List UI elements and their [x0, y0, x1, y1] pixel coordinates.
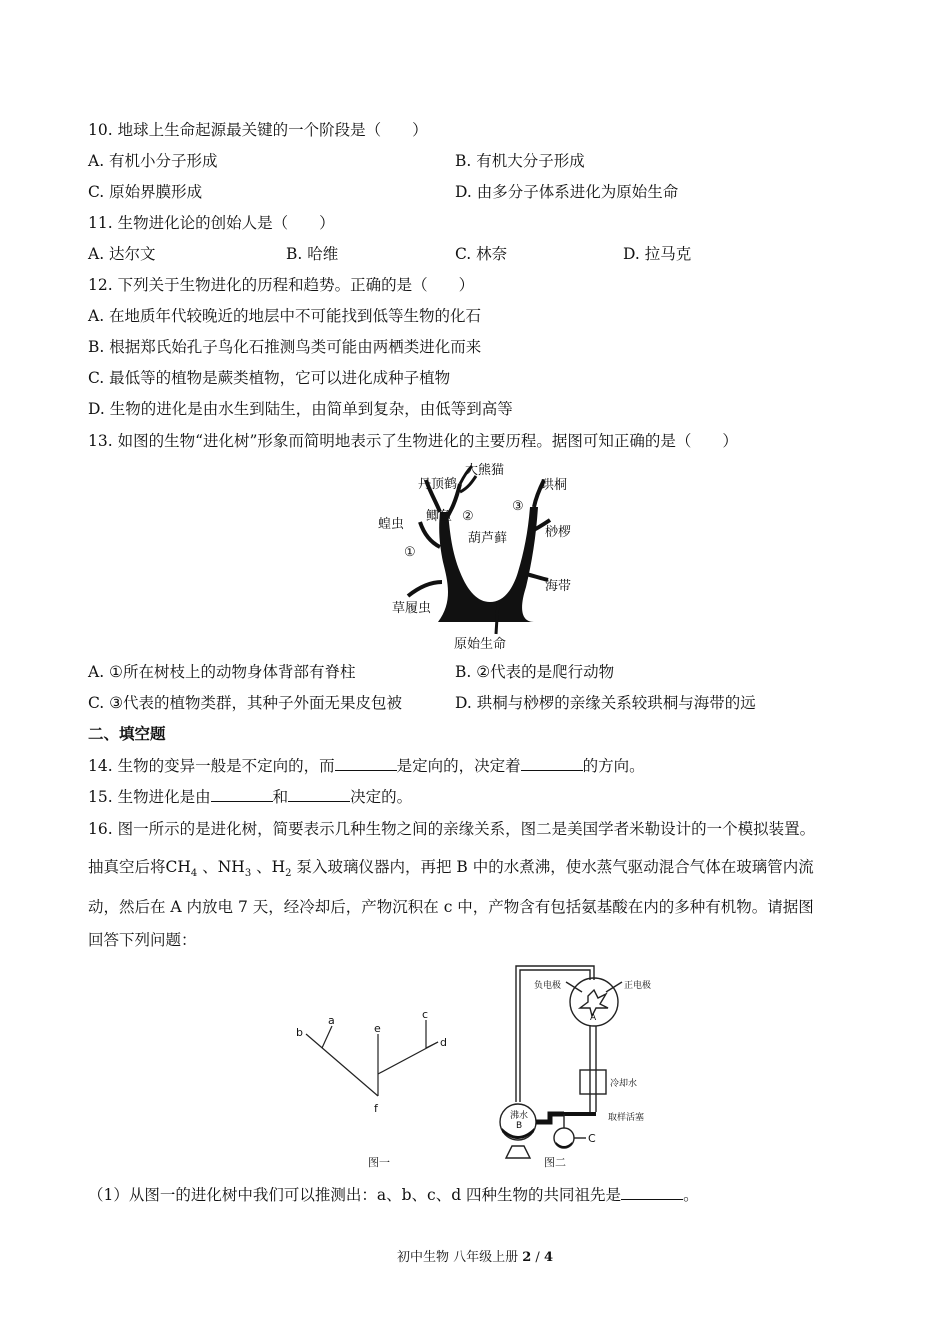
fig1-label-b: b	[296, 1026, 303, 1039]
q10-stem: 10. 地球上生命起源最关键的一个阶段是（ ）	[88, 121, 428, 139]
q10-option-b: B. 有机大分子形成	[455, 152, 585, 170]
label-crucian: 鲫鱼	[426, 509, 453, 524]
q14	[88, 756, 645, 776]
fig1-branch-b	[306, 1034, 378, 1096]
q12-option-a: A. 在地质年代较晚近的地层中不可能找到低等生物的化石	[88, 307, 482, 325]
label-locust: 蝗虫	[378, 517, 405, 532]
fig2-label-cool: 冷却水	[610, 1079, 638, 1089]
fig1-caption: 图一	[368, 1156, 390, 1169]
q15-blank-2[interactable]	[288, 787, 350, 802]
label-n3: ③	[512, 499, 524, 514]
q14-mid: 是定向的，决定着	[396, 757, 521, 775]
fig2-label-trap: 取样活塞	[608, 1113, 645, 1123]
fig1-label-d: d	[440, 1036, 447, 1049]
fig1-label-c: c	[422, 1008, 429, 1021]
q16-line3: 动，然后在 A 内放电 7 天，经冷却后，产物沉积在 c 中，产物含有包括氨基酸在内的多种有机物。请据图	[88, 898, 814, 916]
q16-sep2: 、	[251, 858, 272, 876]
formula-nh3: NH	[217, 858, 245, 876]
q12-option-b: B. 根据郑氏始孔子鸟化石推测鸟类可能由两栖类进化而来	[88, 338, 482, 356]
fig1-label-a: a	[328, 1014, 335, 1027]
label-n1: ①	[404, 545, 416, 560]
q16-line2-pre: 抽真空后将	[88, 858, 166, 876]
formula-ch4-sub: 4	[190, 868, 198, 880]
figure-2-miller-apparatus	[490, 962, 680, 1176]
fig2-tube-bottom	[536, 1114, 564, 1122]
section-title-fill-blank: 二、填空题	[88, 725, 166, 743]
q16-line2	[88, 857, 814, 884]
figure-1	[288, 1006, 458, 1176]
fig2-flask-c	[554, 1128, 574, 1148]
q16-line2-post: 泵入玻璃仪器内，再把 B 中的水煮沸，使水蒸气驱动混合气体在玻璃管内流	[291, 858, 814, 876]
label-paramecium: 草履虫	[392, 601, 432, 616]
evolution-tree-figure	[368, 462, 588, 654]
q16-sub1-blank[interactable]	[621, 1185, 683, 1200]
q10-option-a: A. 有机小分子形成	[88, 152, 218, 170]
tree-trunk	[438, 507, 538, 622]
fig2-label-a: A	[590, 1013, 597, 1023]
q16-sub1-pre: （1）从图一的进化树中我们可以推测出：a、b、c、d 四种生物的共同祖先是	[88, 1186, 622, 1204]
fig1-label-f: f	[374, 1102, 378, 1115]
footer-total: 4	[543, 1250, 553, 1265]
q10-option-c: C. 原始界膜形成	[88, 183, 203, 201]
q11-option-c: C. 林奈	[455, 245, 508, 263]
q16-line1: 16. 图一所示的是进化树，简要表示几种生物之间的亲缘关系，图二是美国学者米勒设计的一个模拟装置。	[88, 820, 816, 838]
tree-base	[496, 602, 498, 634]
q16-sub1-post: 。	[683, 1186, 699, 1204]
q11-option-d: D. 拉马克	[623, 245, 692, 263]
fig1-branch-d	[426, 1042, 438, 1048]
q14-blank-2[interactable]	[521, 756, 583, 771]
fig2-label-neg: 负电极	[534, 981, 562, 991]
footer-title: 初中生物 八年级上册	[396, 1250, 523, 1265]
q16-sub1	[88, 1185, 699, 1205]
q15-mid: 和	[272, 788, 289, 806]
label-moss: 葫芦藓	[468, 531, 508, 546]
label-panda: 大熊猫	[465, 463, 505, 478]
q15-post: 决定的。	[350, 788, 413, 806]
formula-h2-sub: 2	[285, 868, 292, 880]
fig2-label-c: C	[588, 1132, 596, 1145]
fig2-label-pos: 正电极	[624, 981, 652, 991]
formula-ch4: CH	[165, 858, 191, 876]
fig2-caption: 图二	[544, 1156, 566, 1169]
q11-stem: 11. 生物进化论的创始人是（ ）	[88, 214, 335, 232]
q11-option-b: B. 哈维	[286, 245, 339, 263]
label-dove-tree: 珙桐	[541, 478, 568, 493]
label-kelp: 海带	[545, 579, 572, 594]
label-origin: 原始生命	[454, 637, 507, 652]
page-footer	[0, 1246, 950, 1265]
q15	[88, 787, 412, 807]
q15-pre: 15. 生物进化是由	[88, 788, 211, 806]
fig2-burner	[506, 1146, 530, 1158]
q14-post: 的方向。	[582, 757, 645, 775]
q13-option-c: C. ③代表的植物类群，其种子外面无果皮包被	[88, 694, 403, 712]
fig2-label-boil: 沸水	[510, 1111, 529, 1121]
label-fern: 桫椤	[545, 525, 572, 540]
q12-option-c: C. 最低等的植物是蕨类植物，它可以进化成种子植物	[88, 369, 451, 387]
fig1-branch-a	[322, 1026, 332, 1048]
fig1-label-e: e	[374, 1022, 381, 1035]
q15-blank-1[interactable]	[211, 787, 273, 802]
q10-option-d: D. 由多分子体系进化为原始生命	[455, 183, 679, 201]
q13-stem: 13. 如图的生物“进化树”形象而简明地表示了生物进化的主要历程。据图可知正确的是（ ）	[88, 432, 738, 450]
q11-option-a: A. 达尔文	[88, 245, 156, 263]
label-crane: 丹顶鹤	[418, 477, 458, 492]
q16-sep1: 、	[197, 858, 218, 876]
q12-option-d: D. 生物的进化是由水生到陆生，由简单到复杂，由低等到高等	[88, 400, 513, 418]
footer-sep: /	[531, 1250, 544, 1265]
footer-page: 2	[522, 1250, 532, 1265]
q12-stem: 12. 下列关于生物进化的历程和趋势。正确的是（ ）	[88, 276, 475, 294]
q14-pre: 14. 生物的变异一般是不定向的，而	[88, 757, 335, 775]
q13-option-a: A. ①所在树枝上的动物身体背部有脊柱	[88, 663, 356, 681]
formula-nh3-sub: 3	[244, 868, 252, 880]
label-n2: ②	[462, 509, 474, 524]
q13-option-d: D. 珙桐与桫椤的亲缘关系较珙桐与海带的远	[455, 694, 756, 712]
formula-h2: H	[271, 858, 286, 876]
q16-line4: 回答下列问题：	[88, 931, 197, 949]
fig2-label-b: B	[516, 1121, 523, 1131]
q14-blank-1[interactable]	[335, 756, 397, 771]
q13-option-b: B. ②代表的是爬行动物	[455, 663, 615, 681]
fig2-condenser	[580, 1070, 606, 1094]
